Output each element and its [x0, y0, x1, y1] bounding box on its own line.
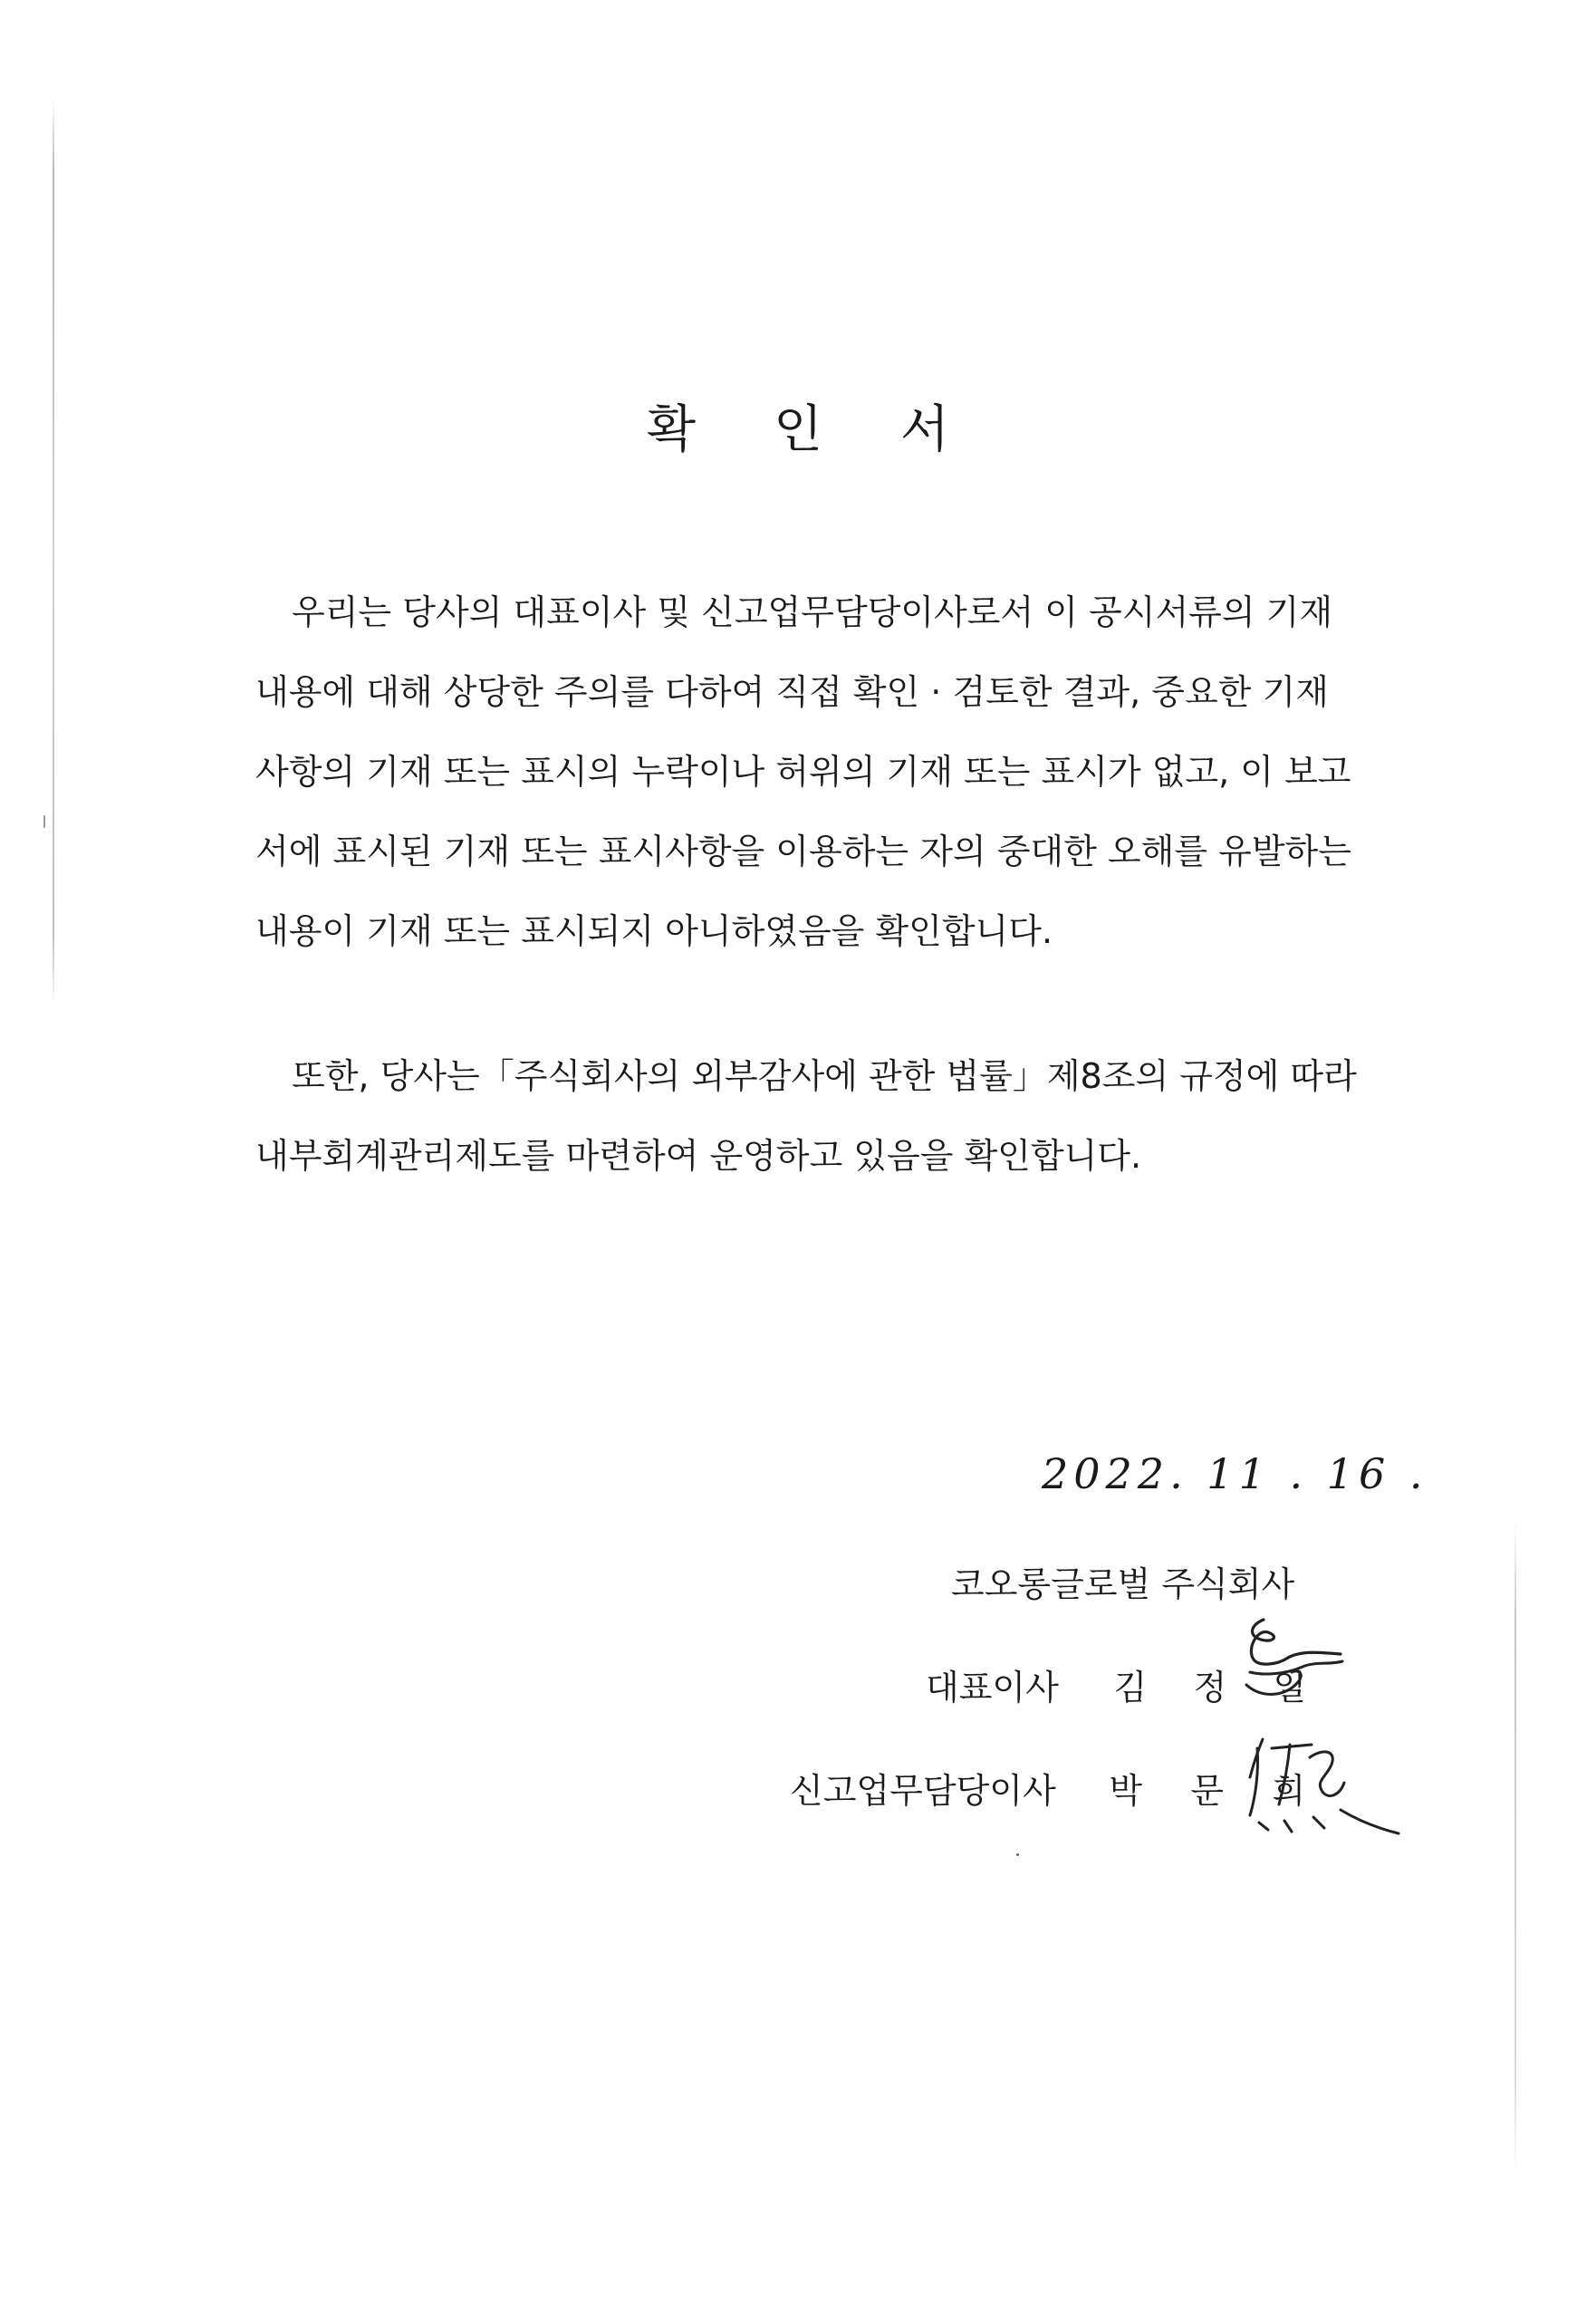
scan-edge-artifact-right: [1514, 1522, 1516, 2174]
signatory-role: 신고업무담당이사: [790, 1771, 1056, 1811]
paragraph-line: 또한, 당사는「주식회사의 외부감사에 관한 법률」제8조의 규정에 따라: [292, 1056, 1357, 1096]
signatory-ceo: [926, 1660, 1307, 1709]
confirmation-paragraph: [255, 572, 1360, 971]
signatory-name-char: 희: [1272, 1771, 1306, 1811]
signatory-name-char: 문: [1190, 1771, 1225, 1811]
internal-control-paragraph: [255, 1036, 1360, 1196]
signatory-role: 대표이사: [926, 1668, 1059, 1708]
signatory-name-char: 박: [1109, 1771, 1143, 1811]
scan-speck: [1016, 1853, 1019, 1856]
paragraph-line: 사항의 기재 또는 표시의 누락이나 허위의 기재 또는 표시가 없고, 이 보고: [255, 752, 1351, 792]
handwritten-date: 2022. 11 . 16 .: [1042, 1449, 1428, 1498]
paragraph-line: 우리는 당사의 대표이사 및 신고업무담당이사로서 이 공시서류의 기재: [292, 592, 1333, 632]
company-name: 코오롱글로벌 주식회사: [951, 1564, 1295, 1604]
document-title: 확 인 서: [647, 400, 980, 459]
paragraph-line: 내부회계관리제도를 마련하여 운영하고 있음을 확인합니다.: [255, 1136, 1142, 1176]
signatory-name-char: 일: [1273, 1668, 1307, 1708]
signatory-name-char: 김: [1113, 1668, 1148, 1708]
scan-edge-artifact-left: [53, 100, 54, 1005]
paragraph-line: 내용이 기재 또는 표시되지 아니하였음을 확인합니다.: [255, 911, 1053, 951]
paragraph-line: 서에 표시된 기재 또는 표시사항을 이용하는 자의 중대한 오해를 유발하는: [255, 832, 1351, 871]
signatory-name-char: 정: [1193, 1668, 1227, 1708]
signatory-disclosure-officer: [790, 1763, 1306, 1813]
paragraph-line: 내용에 대해 상당한 주의를 다하여 직접 확인 · 검토한 결과, 중요한 기재: [255, 672, 1329, 712]
scan-speck: [43, 815, 45, 828]
